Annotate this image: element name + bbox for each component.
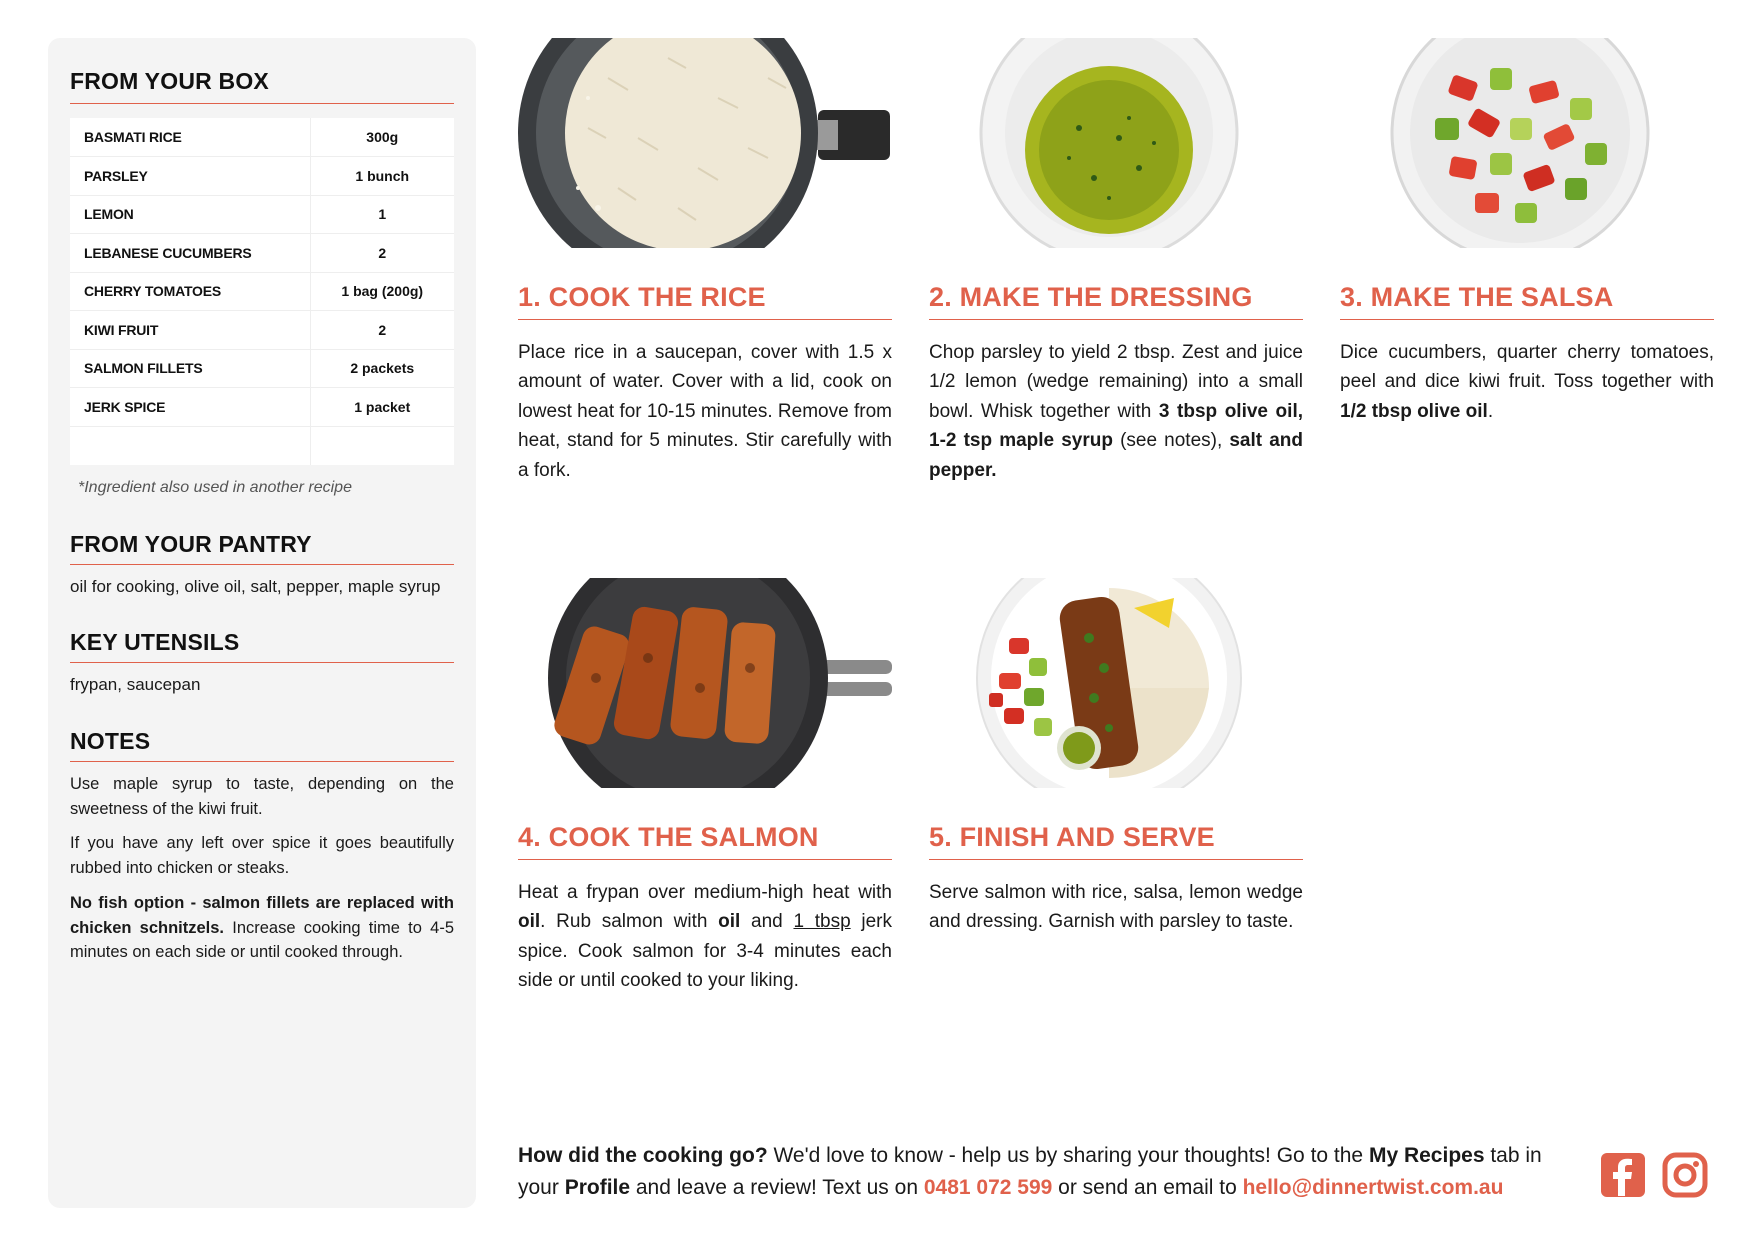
step-2-text-2: (see notes), [1112, 430, 1230, 452]
step-5-text: Serve salmon with rice, salsa, lemon wedge and dressing. Garnish with parsley to taste. [929, 882, 1303, 933]
utensils-section [70, 629, 454, 698]
ingredient-qty: 2 [310, 311, 454, 350]
ingredients-table [70, 118, 454, 465]
ingredient-name: JERK SPICE [70, 388, 310, 427]
table-row [70, 195, 454, 234]
table-row [70, 426, 454, 465]
step-4-text-2: . Rub salmon with [540, 911, 719, 933]
utensils-text: frypan, saucepan [70, 675, 201, 695]
note-3-bold: No fish option - salmon fillets are replaced with chicken schnitzels. [70, 893, 454, 937]
phone-link[interactable]: 0481 072 599 [923, 1175, 1053, 1199]
ingredient-name: CHERRY TOMATOES [70, 272, 310, 311]
ingredient-qty: 1 [310, 195, 454, 234]
note-1: Use maple syrup to taste, depending on the sweetness of the kiwi fruit. [70, 774, 454, 818]
dressing-bowl-photo [929, 38, 1303, 248]
step-3-title: 3. MAKE THE SALSA [1340, 282, 1714, 320]
table-row [70, 311, 454, 350]
step-4-bold-1: oil [518, 911, 541, 933]
rice-pot-photo [518, 38, 892, 248]
social-links [1600, 1152, 1708, 1198]
table-row [70, 234, 454, 273]
step-4-title: 4. COOK THE SALMON [518, 822, 892, 860]
plated-dish-photo [929, 578, 1303, 788]
salmon-frypan-photo [518, 578, 892, 788]
ingredient-name: LEBANESE CUCUMBERS [70, 234, 310, 273]
ingredient-name: BASMATI RICE [70, 118, 310, 157]
ingredients-sidebar [48, 38, 476, 1208]
notes-heading: NOTES [70, 728, 454, 762]
ingredient-footnote: *Ingredient also used in another recipe [78, 478, 352, 496]
step-3 [1340, 38, 1714, 426]
ingredient-qty [310, 426, 454, 465]
step-2 [929, 38, 1303, 485]
step-1 [518, 38, 892, 485]
footer-text-1: We'd love to know - help us by sharing your thoughts! Go to the [767, 1144, 1369, 1167]
footer-text-4: or send an email to [1052, 1175, 1243, 1199]
notes-section [70, 728, 454, 965]
my-recipes-label: My Recipes [1368, 1144, 1485, 1167]
ingredient-qty: 1 bunch [310, 157, 454, 196]
step-1-title: 1. COOK THE RICE [518, 282, 892, 320]
step-4-text-4: jerk spice. Cook salmon for 3-4 minutes each side or until cooked to your liking. [518, 911, 892, 992]
step-3-bold-1: 1/2 tbsp olive oil [1340, 400, 1488, 422]
step-5-title: 5. FINISH AND SERVE [929, 822, 1303, 860]
footer-bold-1: How did the cooking go? [518, 1144, 768, 1167]
step-2-title: 2. MAKE THE DRESSING [929, 282, 1303, 320]
ingredient-name [70, 426, 310, 465]
step-5 [929, 578, 1303, 937]
from-your-box-heading: FROM YOUR BOX [70, 68, 454, 104]
utensils-heading: KEY UTENSILS [70, 629, 454, 663]
step-4 [518, 578, 892, 996]
step-2-text [929, 338, 1303, 485]
note-2: If you have any left over spice it goes beautifully rubbed into chicken or steaks. [70, 834, 454, 878]
step-2-text-1: Chop parsley to yield 2 tbsp. Zest and juice 1/2 lemon (wedge remaining) into a small bowl. Whisk together with [929, 342, 1303, 422]
table-row [70, 118, 454, 157]
pantry-section [70, 531, 454, 600]
step-3-text-2: . [1487, 400, 1494, 422]
salsa-bowl-photo [1340, 38, 1714, 248]
step-2-bold-2: salt and pepper. [929, 430, 1303, 481]
note-3 [70, 891, 454, 965]
email-link[interactable]: hello@dinnertwist.com.au [1242, 1175, 1504, 1199]
table-row [70, 388, 454, 427]
pantry-text: oil for cooking, olive oil, salt, pepper, maple syrup [70, 576, 441, 596]
ingredient-qty: 2 packets [310, 349, 454, 388]
step-4-text-1: Heat a frypan over medium-high heat with [518, 882, 892, 903]
footer-text-2: tab in your [518, 1144, 1542, 1199]
step-4-underline: 1 tbsp [793, 911, 851, 933]
ingredient-qty: 2 [310, 234, 454, 273]
instagram-icon[interactable] [1662, 1152, 1708, 1198]
ingredient-name: KIWI FRUIT [70, 311, 310, 350]
pantry-heading: FROM YOUR PANTRY [70, 531, 454, 565]
footer-text-3: and leave a review! Text us on [630, 1175, 924, 1199]
step-4-text-3: and [740, 911, 794, 933]
note-3-rest: Increase cooking time to 4-5 minutes on each side or until cooked through. [70, 918, 455, 962]
feedback-footer [518, 1140, 1578, 1203]
step-2-bold-1: 3 tbsp olive oil, 1-2 tsp maple syrup [929, 400, 1304, 452]
profile-label: Profile [564, 1175, 631, 1199]
table-row [70, 157, 454, 196]
table-row [70, 272, 454, 311]
step-4-text [518, 878, 892, 996]
step-3-text [1340, 338, 1714, 426]
ingredient-qty: 300g [310, 118, 454, 157]
ingredient-name: LEMON [70, 195, 310, 234]
step-3-text-1: Dice cucumbers, quarter cherry tomatoes, peel and dice kiwi fruit. Toss together with [1340, 342, 1714, 393]
ingredient-name: SALMON FILLETS [70, 349, 310, 388]
step-4-bold-2: oil [718, 911, 741, 933]
facebook-icon[interactable] [1600, 1152, 1646, 1198]
table-row [70, 349, 454, 388]
ingredient-qty: 1 packet [310, 388, 454, 427]
ingredient-qty: 1 bag (200g) [310, 272, 454, 311]
step-1-text: Place rice in a saucepan, cover with 1.5 x amount of water. Cover with a lid, cook on lowest heat for 10-15 minutes. Remove from heat, stand for 5 minutes. Stir carefully with a fork. [518, 342, 892, 481]
ingredient-name: PARSLEY [70, 157, 310, 196]
